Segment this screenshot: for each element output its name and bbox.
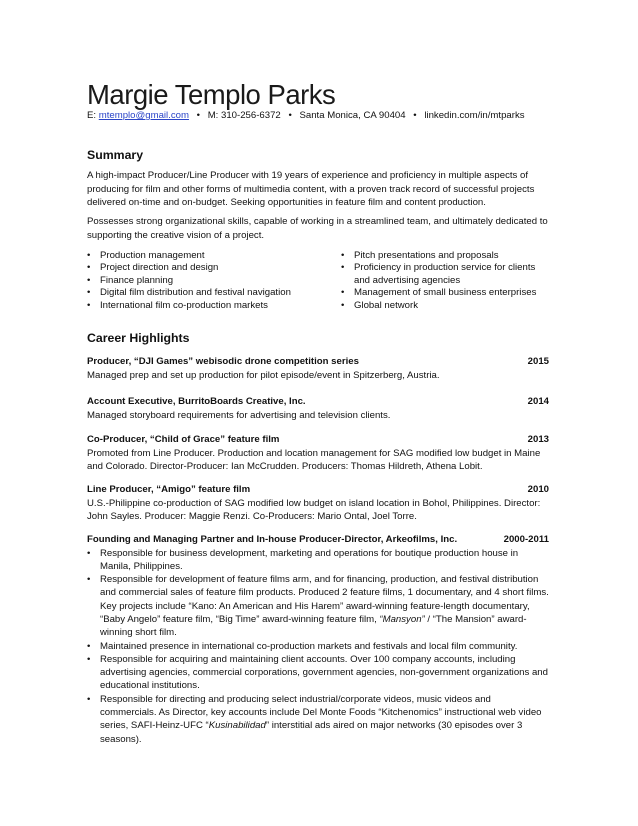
skill-item: • Proficiency in production service for clients and advertising agencies <box>341 262 549 287</box>
job-year: 2010 <box>527 484 549 495</box>
job-entry <box>87 534 549 746</box>
job-description: Managed storyboard requirements for advertising and television clients. <box>87 409 391 421</box>
job-bullet: • Responsible for business development, marketing and operations for boutique production house in Manila, Philippines. <box>87 547 549 574</box>
job-title: Co-Producer, “Child of Grace” feature film <box>87 434 280 445</box>
contact-line <box>87 110 525 122</box>
career-heading: Career Highlights <box>87 331 190 345</box>
job-description: Managed prep and set up production for pilot episode/event in Spitzerberg, Austria. <box>87 369 440 381</box>
job-bullet: • Maintained presence in international co-production markets and festivals and local film community. <box>87 640 549 653</box>
job-header <box>87 434 549 447</box>
linkedin-url: linkedin.com/in/mtparks <box>424 110 525 121</box>
email-link[interactable]: mtemplo@gmail.com <box>98 110 189 121</box>
job-year: 2013 <box>527 434 549 445</box>
skill-item: • Project direction and design <box>87 262 337 274</box>
separator-dot: • <box>413 110 417 121</box>
job-entry <box>87 396 549 422</box>
emphasized-title: Kusinabilidad <box>208 720 266 732</box>
skill-item: • Management of small business enterprises <box>341 287 549 299</box>
job-bullet: • Responsible for directing and producing select industrial/corporate videos, music videos and commercials. As Director, key accounts include Del Monte Foods “Kitchenomics” instructional web video series, SAFI-Heinz-UFC “Kusinabilidad” interstitial ads aired on major networks (30 episodes over 3 seasons). <box>87 693 549 746</box>
job-entry <box>87 484 549 524</box>
skill-item: • Global network <box>341 300 549 312</box>
summary-heading: Summary <box>87 148 144 162</box>
skill-item: • International film co-production markets <box>87 300 337 312</box>
summary-paragraph-2: Possesses strong organizational skills, capable of working in a streamlined team, and ultimately dedicated to supporting the creative vision of a project. <box>87 216 548 241</box>
emphasized-title: “Mansyon” <box>379 613 425 625</box>
job-header <box>87 356 549 369</box>
job-title: Producer, “DJI Games” webisodic drone competition series <box>87 356 359 367</box>
job-header <box>87 534 549 547</box>
job-year: 2000-2011 <box>503 534 549 545</box>
job-title: Line Producer, “Amigo” feature film <box>87 484 251 495</box>
phone-number: M: 310-256-6372 <box>207 110 281 121</box>
job-description: Promoted from Line Producer. Production and location management for SAG modified low budget in Maine and Colorado. Director-Producer: Ian McCrudden. Producers: Thomas Hildreth, Athena Lobit. <box>87 447 541 473</box>
location: Santa Monica, CA 90404 <box>299 110 406 121</box>
skill-item: • Production management <box>87 250 337 262</box>
skill-item: • Pitch presentations and proposals <box>341 250 549 262</box>
job-header <box>87 484 549 497</box>
skills-column-right <box>341 250 549 312</box>
email-prefix: E: <box>87 110 99 121</box>
job-bullet: • Responsible for development of feature films arm, and for financing, production, and festival distribution and commercial sales of feature film products. Produced 2 feature films, 1 documentary, and 4 short films. Key projects include “Kano: An American and His Harem” award-winning feature-length documentary, “Baby Angelo” feature film, “Big Time” award-winning feature film, “Mansyon” / “The Mansion” award-winning short film. <box>87 573 549 639</box>
job-entry <box>87 434 549 474</box>
separator-dot: • <box>196 110 201 121</box>
job-year: 2015 <box>527 356 549 367</box>
job-bullet: • Responsible for acquiring and maintaining client accounts. Over 100 company accounts, including advertising agencies, commercial corporations, government agencies, non-government organizations and educational institutions. <box>87 653 549 693</box>
job-entry <box>87 356 549 382</box>
job-description: U.S.-Philippine co-production of SAG modified low budget on island location in Bohol, Philippines. Director: John Sayles. Producer: Maggie Renzi. Co-Producers: Mario Ontal, Joel Torre. <box>87 497 541 523</box>
job-header <box>87 396 549 409</box>
skills-column-left <box>87 250 337 312</box>
candidate-name: Margie Templo Parks <box>87 79 336 110</box>
job-title: Founding and Managing Partner and In-house Producer-Director, Arkeofilms, Inc. <box>87 534 458 545</box>
job-year: 2014 <box>527 396 549 407</box>
separator-dot: • <box>288 110 292 121</box>
job-bullet-list <box>87 547 549 746</box>
summary-paragraph: A high-impact Producer/Line Producer with 19 years of experience and proficiency in multiple aspects of producing for film and other forms of multimedia content, with a proven track record of successful projects delivered on-time and on-budget. Seeking opportunities in feature film and content production. <box>87 170 535 209</box>
job-title: Account Executive, BurritoBoards Creative, Inc. <box>87 396 306 407</box>
skill-item: • Digital film distribution and festival navigation <box>87 287 337 299</box>
skill-item: • Finance planning <box>87 275 337 287</box>
